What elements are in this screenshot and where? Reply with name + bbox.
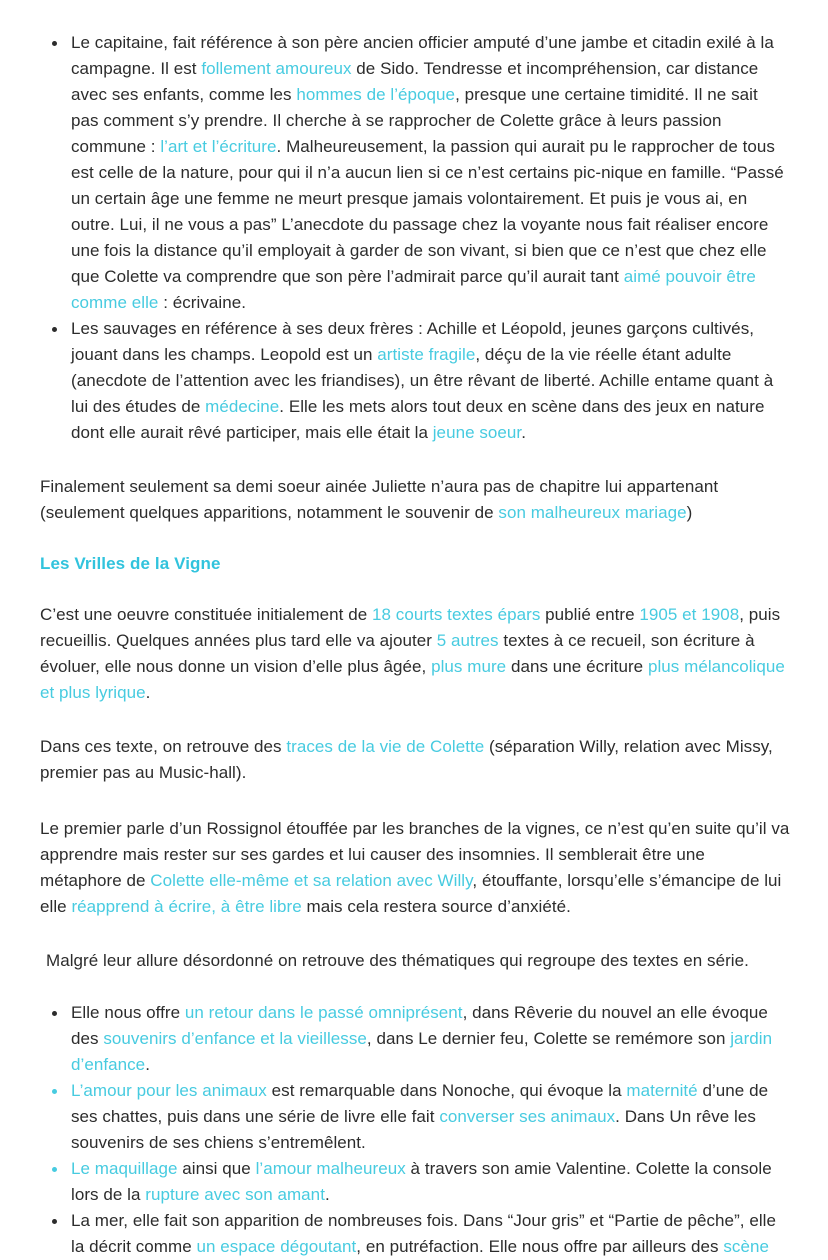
highlighted-text: scène: [723, 1237, 769, 1256]
block-spacer: [40, 526, 790, 552]
paragraph: [40, 734, 790, 786]
block-spacer: [40, 920, 790, 948]
highlighted-text: Colette elle-même et sa relation avec Willy: [150, 871, 473, 890]
block-spacer: [40, 974, 790, 1000]
highlighted-text: maternité: [626, 1081, 698, 1100]
body-text: , étouffante, lorsqu’elle s’émancipe de lui elle: [40, 871, 782, 916]
document-body: [40, 30, 790, 1260]
bullet-point-icon: [52, 1219, 57, 1224]
paragraph: [40, 948, 790, 974]
body-text: .: [145, 683, 151, 702]
body-text: . Dans Un rêve les souvenirs de ses chiens s’entremêlent.: [71, 1107, 756, 1152]
body-text: Le premier parle d’un Rossignol étouffée par les branches de la vignes, ce n’est qu’en suite qu’il va apprendre mais rester sur ses gardes et lui causer des insomnies. Il semblerait être une métaphore de: [40, 819, 790, 890]
list-item: [40, 1208, 790, 1260]
body-text: .: [324, 1185, 330, 1204]
body-text: C’est une oeuvre constituée initialement de: [40, 605, 373, 624]
list-item: [40, 1078, 790, 1156]
body-text: . Elle les mets alors tout deux en scène dans des jeux en nature dont elle aurait rêvé participer, mais elle était la: [71, 397, 765, 442]
body-text: de Sido. Tendresse et incompréhension, car distance avec ses enfants, comme les: [71, 59, 759, 104]
highlighted-text: un retour dans le passé omniprésent: [184, 1003, 463, 1022]
highlighted-text: follement amoureux: [201, 59, 352, 78]
body-text: Dans ces texte, on retrouve des: [40, 737, 287, 756]
body-text: , dans Rêverie du nouvel an elle évoque des: [71, 1003, 768, 1048]
paragraph: [40, 602, 790, 706]
highlighted-text: L’amour pour les animaux: [71, 1081, 267, 1100]
list-item: [40, 316, 790, 446]
list-item: [40, 1000, 790, 1078]
highlighted-text: jeune soeur: [432, 423, 522, 442]
body-text: d’une de ses chattes, puis dans une série de livre elle fait: [71, 1081, 769, 1126]
body-text: Elle nous offre: [71, 1003, 185, 1022]
highlighted-text: son malheureux mariage: [498, 503, 687, 522]
body-text: .: [145, 1055, 150, 1074]
bullet-point-icon: [52, 327, 57, 332]
body-text: , puis recueillis. Quelques années plus tard elle va ajouter: [40, 605, 781, 650]
body-text: , presque une certaine timidité. Il ne sait pas comment s’y prendre. Il cherche à se rapprocher de Colette grâce à leurs passion commune :: [71, 85, 758, 156]
body-text: , dans Le dernier feu, Colette se remémore son: [366, 1029, 731, 1048]
block-spacer: [40, 576, 790, 602]
bullet-list: [40, 30, 790, 446]
body-text: dans une écriture: [506, 657, 648, 676]
highlighted-text: plus mure: [431, 657, 507, 676]
highlighted-text: 1905 et 1908: [639, 605, 740, 624]
body-text: Le capitaine, fait référence à son père ancien officier amputé d’une jambe et citadin exilé à la campagne. Il est: [71, 33, 774, 78]
block-spacer: [40, 786, 790, 816]
body-text: ainsi que: [177, 1159, 256, 1178]
body-text: Finalement seulement sa demi soeur ainée Juliette n’aura pas de chapitre lui appartenant (seulement quelques apparitions, notamment le souvenir de: [40, 477, 719, 522]
body-text: .: [521, 423, 526, 442]
body-text: Les sauvages en référence à ses deux frères : Achille et Léopold, jeunes garçons cultivés, jouant dans les champs. Leopold est un: [71, 319, 755, 364]
highlighted-text: aimé pouvoir être comme elle: [71, 267, 756, 312]
section-heading: Les Vrilles de la Vigne: [40, 554, 221, 573]
body-text: à travers son amie Valentine. Colette la console lors de la: [71, 1159, 772, 1204]
list-item: [40, 30, 790, 316]
paragraph: [40, 474, 790, 526]
body-text: publié entre: [540, 605, 640, 624]
highlighted-text: plus mélancolique et plus lyrique: [40, 657, 785, 702]
body-text: : écrivaine.: [158, 293, 246, 312]
body-text: (séparation Willy, relation avec Missy, premier pas au Music-hall).: [40, 737, 773, 782]
highlighted-text: rupture avec son amant: [145, 1185, 325, 1204]
highlighted-text: Le maquillage: [71, 1159, 178, 1178]
body-text: ): [686, 503, 693, 522]
body-text: , en putréfaction. Elle nous offre par ailleurs des: [356, 1237, 724, 1256]
highlighted-text: jardin d’enfance: [71, 1029, 773, 1074]
highlighted-text: 18 courts textes épars: [372, 605, 541, 624]
paragraph: [40, 816, 790, 920]
highlighted-text: médecine: [205, 397, 280, 416]
highlighted-text: l’art et l’écriture: [160, 137, 277, 156]
highlighted-text: un espace dégoutant: [196, 1237, 357, 1256]
bullet-point-icon: [52, 1011, 57, 1016]
bullet-list: [40, 1000, 790, 1260]
highlighted-text: hommes de l’époque: [296, 85, 456, 104]
highlighted-text: l’amour malheureux: [255, 1159, 406, 1178]
body-text: La mer, elle fait son apparition de nombreuses fois. Dans “Jour gris” et “Partie de pêche”, elle la décrit comme: [71, 1211, 776, 1256]
highlighted-text: 5 autres: [436, 631, 499, 650]
list-item: [40, 1156, 790, 1208]
highlighted-text: traces de la vie de Colette: [286, 737, 485, 756]
highlighted-text: souvenirs d’enfance et la vieillesse: [103, 1029, 367, 1048]
highlighted-text: artiste fragile: [377, 345, 476, 364]
highlighted-text: converser ses animaux: [439, 1107, 616, 1126]
body-text: . Malheureusement, la passion qui aurait pu le rapprocher de tous est celle de la nature, pour qui il n’a aucun lien si ce n’est certains pic-nique en famille. “Passé un certain âge une femme ne meurt presque jamais volontairement. Et puis je vous ai, en outre. Lui, il ne vous a pas” L’anecdote du passage chez la voyante nous fait réaliser encore une fois la distance qu’il employait à garder de son vivant, si bien que ce n’est que chez elle que Colette va comprendre que son père l’admirait parce qu’il aurait tant: [71, 137, 784, 286]
body-text: Malgré leur allure désordonné on retrouve des thématiques qui regroupe des textes en série.: [46, 951, 749, 970]
highlighted-text: réapprend à écrire, à être libre: [71, 897, 302, 916]
block-spacer: [40, 706, 790, 734]
body-text: , déçu de la vie réelle étant adulte (anecdote de l’attention avec les friandises), un être rêvant de liberté. Achille entame quant à lui des études de: [71, 345, 774, 416]
bullet-point-icon: [52, 1089, 57, 1094]
body-text: mais cela restera source d’anxiété.: [301, 897, 571, 916]
bullet-point-icon: [52, 41, 57, 46]
block-spacer: [40, 446, 790, 474]
body-text: est remarquable dans Nonoche, qui évoque la: [266, 1081, 627, 1100]
body-text: textes à ce recueil, son écriture à évoluer, elle nous donne un vision d’elle plus âgée,: [40, 631, 755, 676]
